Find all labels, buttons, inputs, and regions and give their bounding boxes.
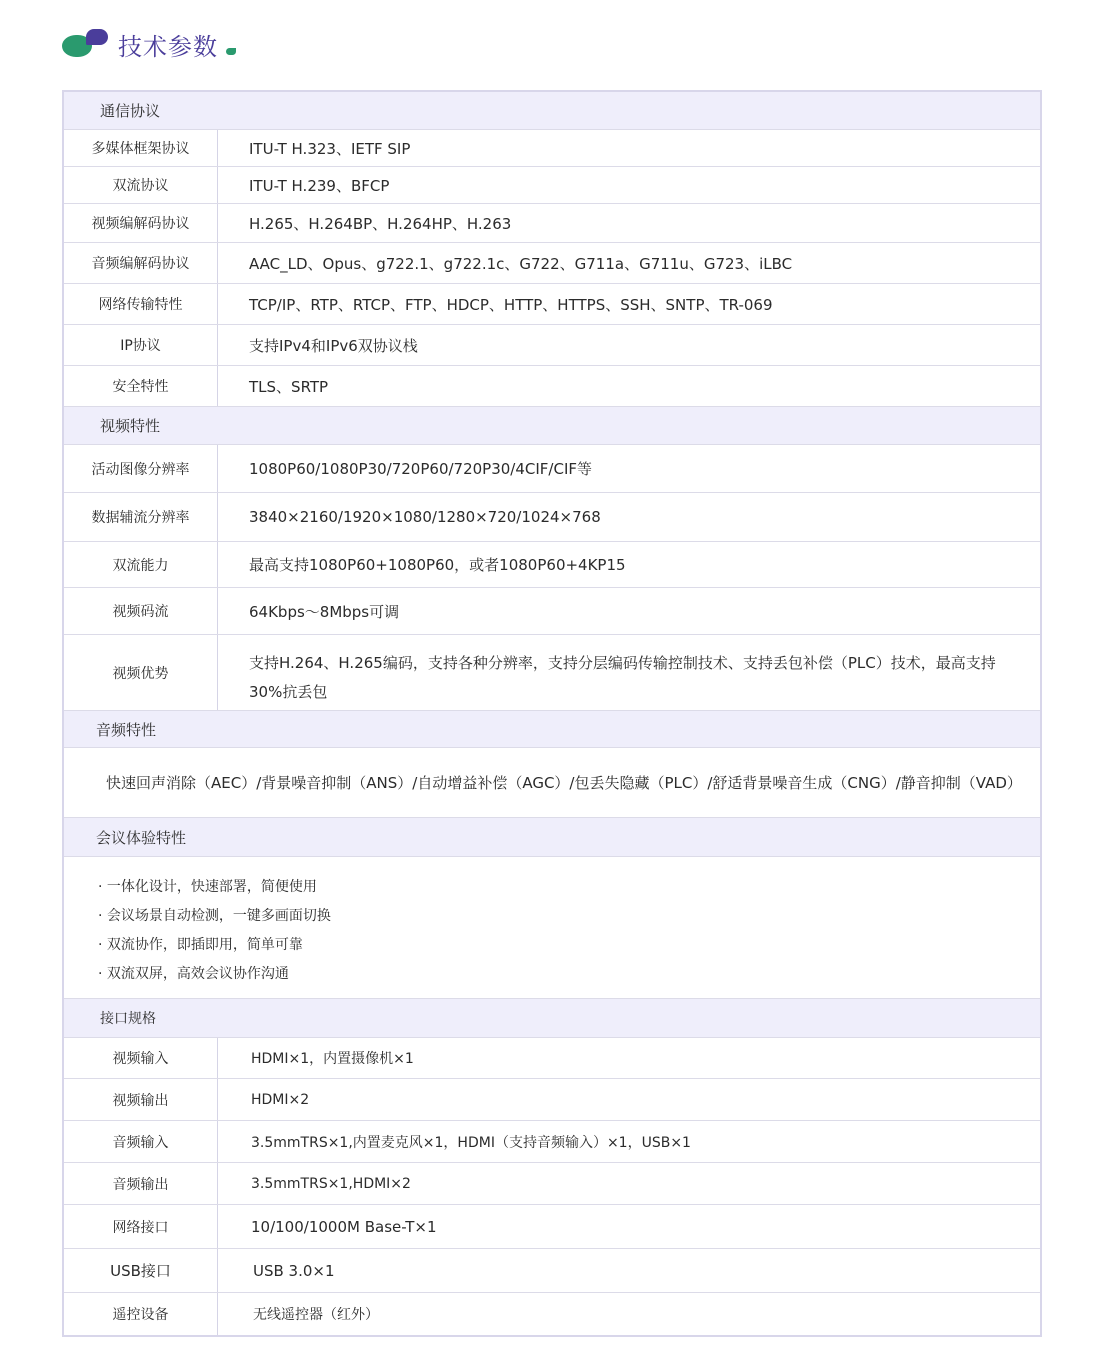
table-row (64, 541, 1040, 587)
section-title: 通信协议 (100, 102, 161, 120)
row-label: IP协议 (64, 325, 218, 365)
section-header-comm (64, 92, 1040, 129)
table-row (64, 1037, 1040, 1078)
row-label: 遥控设备 (64, 1293, 218, 1335)
row-value: 64Kbps～8Mbps可调 (249, 602, 400, 621)
section-title: 接口规格 (100, 1011, 156, 1027)
page-title: 技术参数 (118, 32, 218, 61)
row-label: 视频编解码协议 (64, 204, 218, 242)
section-title: 会议体验特性 (96, 828, 187, 847)
row-value: 3.5mmTRS×1,HDMI×2 (251, 1175, 411, 1192)
table-row (64, 324, 1040, 365)
section-title: 视频特性 (100, 417, 161, 435)
row-label: 网络接口 (64, 1205, 218, 1248)
row-label: 视频优势 (64, 635, 218, 710)
table-row (64, 283, 1040, 324)
row-label: 音频输出 (64, 1163, 218, 1204)
section-header-interface (64, 998, 1040, 1037)
meeting-features-list (64, 857, 331, 998)
row-value: HDMI×2 (251, 1091, 310, 1108)
spec-table (62, 90, 1042, 1337)
row-label: 数据辅流分辨率 (64, 493, 218, 541)
table-row (64, 203, 1040, 242)
brand-logo-icon (62, 29, 108, 59)
row-value: USB 3.0×1 (253, 1261, 335, 1280)
audio-features-row (64, 747, 1040, 817)
row-label: 活动图像分辨率 (64, 445, 218, 492)
row-value: 1080P60/1080P30/720P60/720P30/4CIF/CIF等 (249, 460, 593, 478)
row-value: ITU-T H.323、IETF SIP (249, 139, 411, 158)
table-row (64, 1162, 1040, 1204)
list-item: · 双流协作，即插即用，简单可靠 (98, 937, 303, 953)
section-header-video (64, 406, 1040, 444)
section-title: 音频特性 (96, 720, 157, 739)
table-row (64, 242, 1040, 283)
row-value: 10/100/1000M Base-T×1 (251, 1217, 437, 1236)
row-label: 网络传输特性 (64, 284, 218, 324)
row-label: 双流能力 (64, 542, 218, 587)
table-row (64, 634, 1040, 710)
table-row (64, 1292, 1040, 1335)
row-label: 视频输出 (64, 1079, 218, 1120)
row-value: 支持IPv4和IPv6双协议栈 (249, 336, 418, 355)
list-item: · 一体化设计，快速部署，简便使用 (98, 879, 317, 895)
table-row (64, 1078, 1040, 1120)
row-label: 多媒体框架协议 (64, 130, 218, 166)
row-value: H.265、H.264BP、H.264HP、H.263 (249, 214, 512, 233)
row-label: 视频码流 (64, 588, 218, 634)
table-row (64, 1120, 1040, 1162)
row-value: TCP/IP、RTP、RTCP、FTP、HDCP、HTTP、HTTPS、SSH、SNTP、TR-069 (249, 295, 773, 314)
section-header-audio (64, 710, 1040, 747)
section-header-meeting (64, 817, 1040, 856)
table-row (64, 166, 1040, 203)
table-row (64, 365, 1040, 406)
purple-leaf-shape (86, 29, 108, 45)
row-label: 音频编解码协议 (64, 243, 218, 283)
table-row (64, 444, 1040, 492)
table-row (64, 1204, 1040, 1248)
row-value: 3840×2160/1920×1080/1280×720/1024×768 (249, 508, 601, 526)
row-label: 安全特性 (64, 366, 218, 406)
row-value: ITU-T H.239、BFCP (249, 176, 390, 195)
row-value: HDMI×1，内置摄像机×1 (251, 1051, 414, 1067)
table-row (64, 492, 1040, 541)
page-header (62, 24, 236, 64)
table-row (64, 587, 1040, 634)
row-value: AAC_LD、Opus、g722.1、g722.1c、G722、G711a、G711u、G723、iLBC (249, 254, 793, 273)
row-label: 视频输入 (64, 1038, 218, 1078)
row-label: USB接口 (64, 1249, 218, 1292)
row-value: TLS、SRTP (249, 377, 329, 396)
row-value: 无线遥控器（红外） (253, 1307, 379, 1323)
row-label: 双流协议 (64, 167, 218, 203)
table-row (64, 129, 1040, 166)
decorative-dot-icon (226, 48, 236, 55)
list-item: · 会议场景自动检测，一键多画面切换 (98, 908, 331, 924)
list-item: · 双流双屏，高效会议协作沟通 (98, 966, 289, 982)
row-value: 支持H.264、H.265编码，支持各种分辨率，支持分层编码传输控制技术、支持丢包补偿（PLC）技术，最高支持30%抗丢包 (249, 654, 996, 701)
row-value: 最高支持1080P60+1080P60，或者1080P60+4KP15 (249, 556, 626, 574)
audio-features-text: 快速回声消除（AEC）/背景噪音抑制（ANS）/自动增益补偿（AGC）/包丢失隐藏（PLC）/舒适背景噪音生成（CNG）/静音抑制（VAD） (106, 774, 1022, 792)
row-label: 音频输入 (64, 1121, 218, 1162)
row-value: 3.5mmTRS×1,内置麦克风×1，HDMI（支持音频输入）×1，USB×1 (251, 1134, 691, 1151)
meeting-features-row (64, 856, 1040, 998)
table-row (64, 1248, 1040, 1292)
